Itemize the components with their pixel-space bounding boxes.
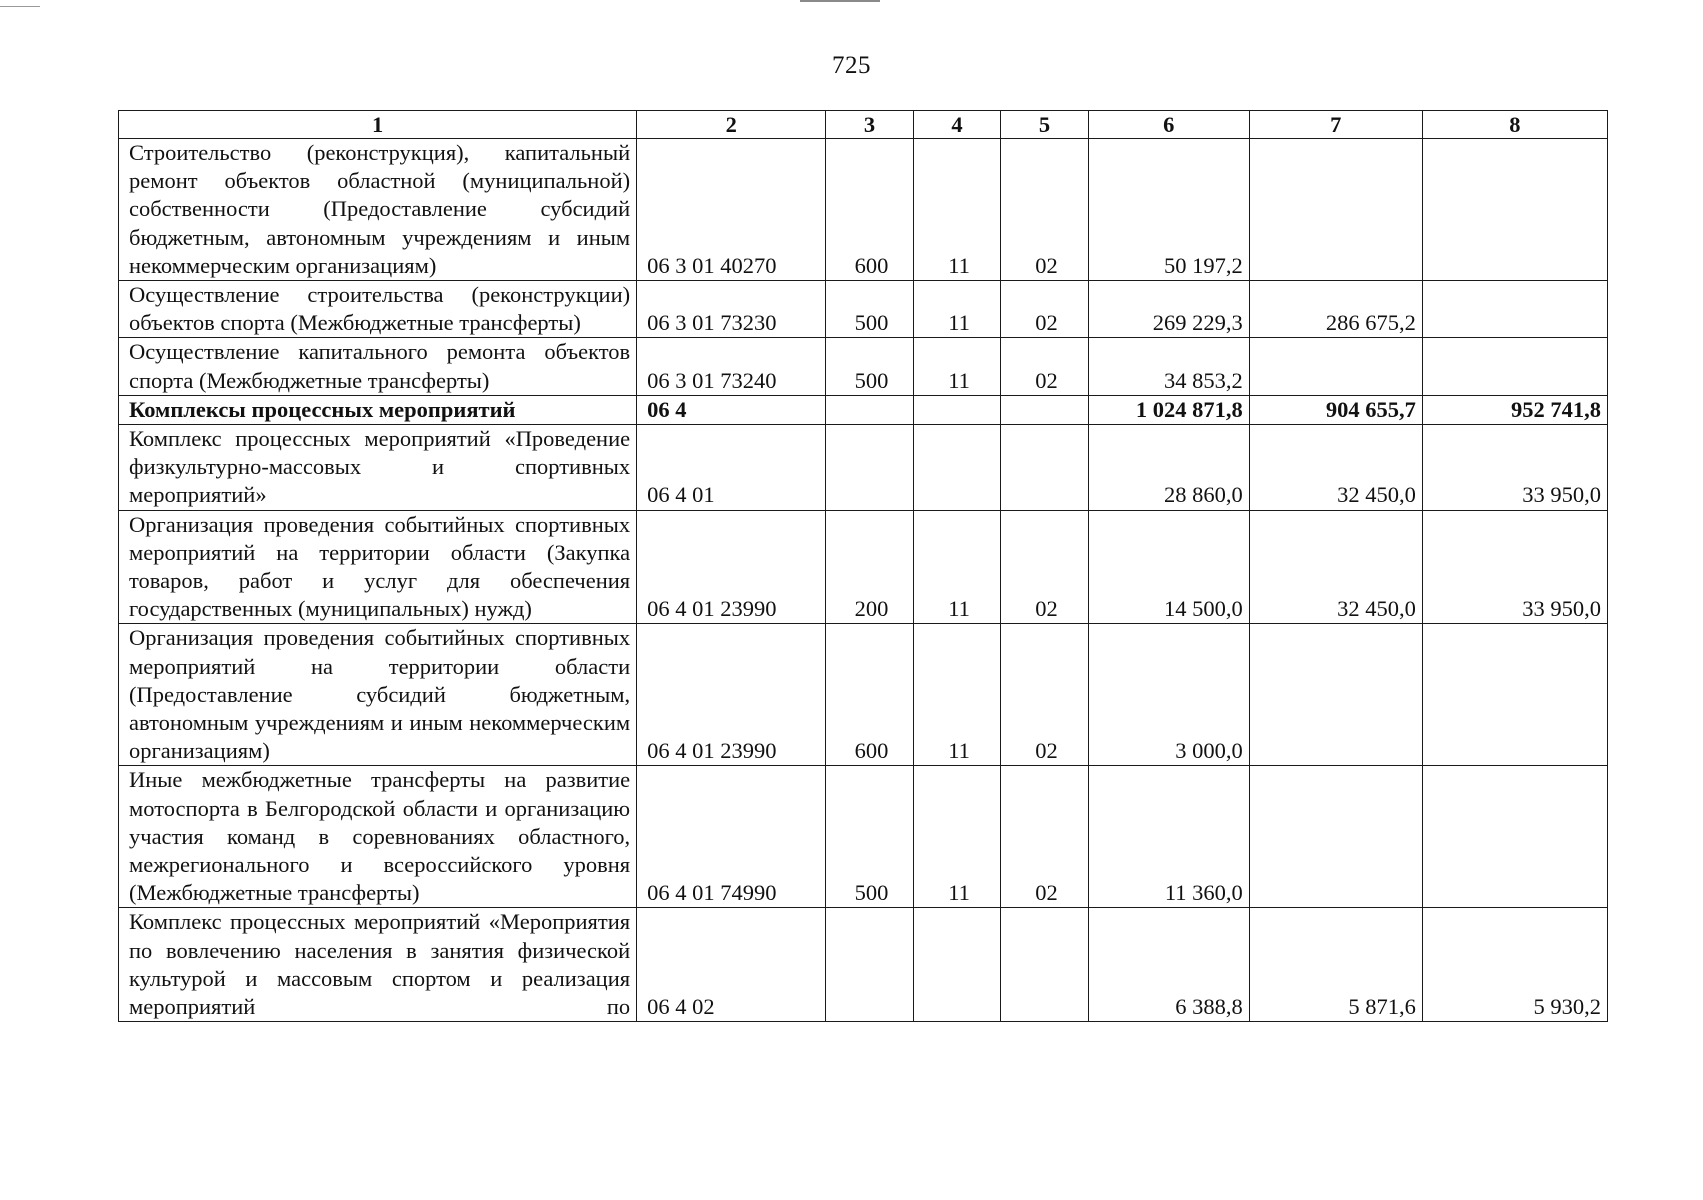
row-name: Строительство (реконструкция), капитальный ремонт объектов областной (муниципальной) собственности (Предоставление субсидий бюджетным, автономным учреждениям и иным некоммерческим организациям) [119, 139, 637, 281]
row-subsection-code: 02 [1001, 139, 1089, 281]
row-subsection-code: 02 [1001, 338, 1089, 395]
row-section-code [913, 395, 1001, 424]
row-subsection-code: 02 [1001, 766, 1089, 908]
page-number: 725 [832, 52, 871, 79]
row-section-code: 11 [913, 766, 1001, 908]
row-csr-code: 06 4 [637, 395, 826, 424]
row-sum-col7 [1249, 338, 1422, 395]
row-sum-col6: 3 000,0 [1088, 624, 1249, 766]
row-subsection-code: 02 [1001, 624, 1089, 766]
row-sum-col7 [1249, 624, 1422, 766]
row-name: Осуществление строительства (реконструкции) объектов спорта (Межбюджетные трансферты) [119, 281, 637, 338]
budget-table [118, 110, 1608, 1022]
row-sum-col7: 5 871,6 [1249, 908, 1422, 1022]
row-section-code: 11 [913, 510, 1001, 624]
row-section-code: 11 [913, 624, 1001, 766]
row-sum-col7: 32 450,0 [1249, 510, 1422, 624]
table-row [119, 624, 1608, 766]
row-subsection-code: 02 [1001, 510, 1089, 624]
row-vr-code: 500 [826, 766, 914, 908]
row-sum-col6: 1 024 871,8 [1088, 395, 1249, 424]
table-row [119, 281, 1608, 338]
row-subsection-code [1001, 395, 1089, 424]
row-subsection-code [1001, 908, 1089, 1022]
row-csr-code: 06 4 01 74990 [637, 766, 826, 908]
row-section-code [913, 425, 1001, 511]
column-header: 4 [913, 111, 1001, 139]
row-csr-code: 06 3 01 73240 [637, 338, 826, 395]
row-sum-col8: 952 741,8 [1422, 395, 1607, 424]
row-csr-code: 06 4 01 [637, 425, 826, 511]
row-vr-code: 500 [826, 338, 914, 395]
scan-edge-mark [0, 6, 40, 7]
row-sum-col7 [1249, 766, 1422, 908]
column-header: 8 [1422, 111, 1607, 139]
row-csr-code: 06 4 02 [637, 908, 826, 1022]
row-sum-col7: 32 450,0 [1249, 425, 1422, 511]
row-section-code [913, 908, 1001, 1022]
column-header: 7 [1249, 111, 1422, 139]
table-row-total [119, 395, 1608, 424]
row-vr-code [826, 395, 914, 424]
row-sum-col6: 14 500,0 [1088, 510, 1249, 624]
row-sum-col7: 286 675,2 [1249, 281, 1422, 338]
row-sum-col6: 28 860,0 [1088, 425, 1249, 511]
row-subsection-code [1001, 425, 1089, 511]
row-sum-col7 [1249, 139, 1422, 281]
row-sum-col8 [1422, 766, 1607, 908]
table-row [119, 425, 1608, 511]
row-sum-col6: 6 388,8 [1088, 908, 1249, 1022]
row-vr-code [826, 425, 914, 511]
row-section-code: 11 [913, 281, 1001, 338]
column-header: 1 [119, 111, 637, 139]
row-section-code: 11 [913, 139, 1001, 281]
column-header: 6 [1088, 111, 1249, 139]
row-sum-col6: 50 197,2 [1088, 139, 1249, 281]
row-sum-col8: 33 950,0 [1422, 510, 1607, 624]
row-csr-code: 06 3 01 73230 [637, 281, 826, 338]
row-sum-col8 [1422, 624, 1607, 766]
row-name: Организация проведения событийных спортивных мероприятий на территории области (Закупка товаров, работ и услуг для обеспечения государственных (муниципальных) нужд) [119, 510, 637, 624]
table-row [119, 510, 1608, 624]
column-header: 3 [826, 111, 914, 139]
row-sum-col7: 904 655,7 [1249, 395, 1422, 424]
row-csr-code: 06 3 01 40270 [637, 139, 826, 281]
table-row [119, 139, 1608, 281]
row-name: Организация проведения событийных спортивных мероприятий на территории области (Предоставление субсидий бюджетным, автономным учреждениям и иным некоммерческим организациям) [119, 624, 637, 766]
row-sum-col6: 269 229,3 [1088, 281, 1249, 338]
row-csr-code: 06 4 01 23990 [637, 624, 826, 766]
row-section-code: 11 [913, 338, 1001, 395]
row-sum-col8: 33 950,0 [1422, 425, 1607, 511]
table-row [119, 338, 1608, 395]
scan-edge-mark [800, 0, 880, 2]
row-name: Комплекс процессных мероприятий «Мероприятия по вовлечению населения в занятия физической культурой и массовым спортом и реализация мероприятий по [119, 908, 637, 1022]
row-sum-col8 [1422, 139, 1607, 281]
row-name: Комплексы процессных мероприятий [119, 395, 637, 424]
row-sum-col8: 5 930,2 [1422, 908, 1607, 1022]
row-name: Осуществление капитального ремонта объектов спорта (Межбюджетные трансферты) [119, 338, 637, 395]
row-sum-col8 [1422, 338, 1607, 395]
row-vr-code: 200 [826, 510, 914, 624]
row-sum-col6: 34 853,2 [1088, 338, 1249, 395]
table-header-row [119, 111, 1608, 139]
row-vr-code [826, 908, 914, 1022]
column-header: 5 [1001, 111, 1089, 139]
table-row [119, 908, 1608, 1022]
row-vr-code: 500 [826, 281, 914, 338]
row-name: Комплекс процессных мероприятий «Проведение физкультурно-массовых и спортивных мероприятий» [119, 425, 637, 511]
row-sum-col6: 11 360,0 [1088, 766, 1249, 908]
row-csr-code: 06 4 01 23990 [637, 510, 826, 624]
row-vr-code: 600 [826, 139, 914, 281]
row-vr-code: 600 [826, 624, 914, 766]
column-header: 2 [637, 111, 826, 139]
row-name: Иные межбюджетные трансферты на развитие мотоспорта в Белгородской области и организацию участия команд в соревнованиях областного, межрегионального и всероссийского уровня (Межбюджетные трансферты) [119, 766, 637, 908]
row-subsection-code: 02 [1001, 281, 1089, 338]
table-row [119, 766, 1608, 908]
row-sum-col8 [1422, 281, 1607, 338]
